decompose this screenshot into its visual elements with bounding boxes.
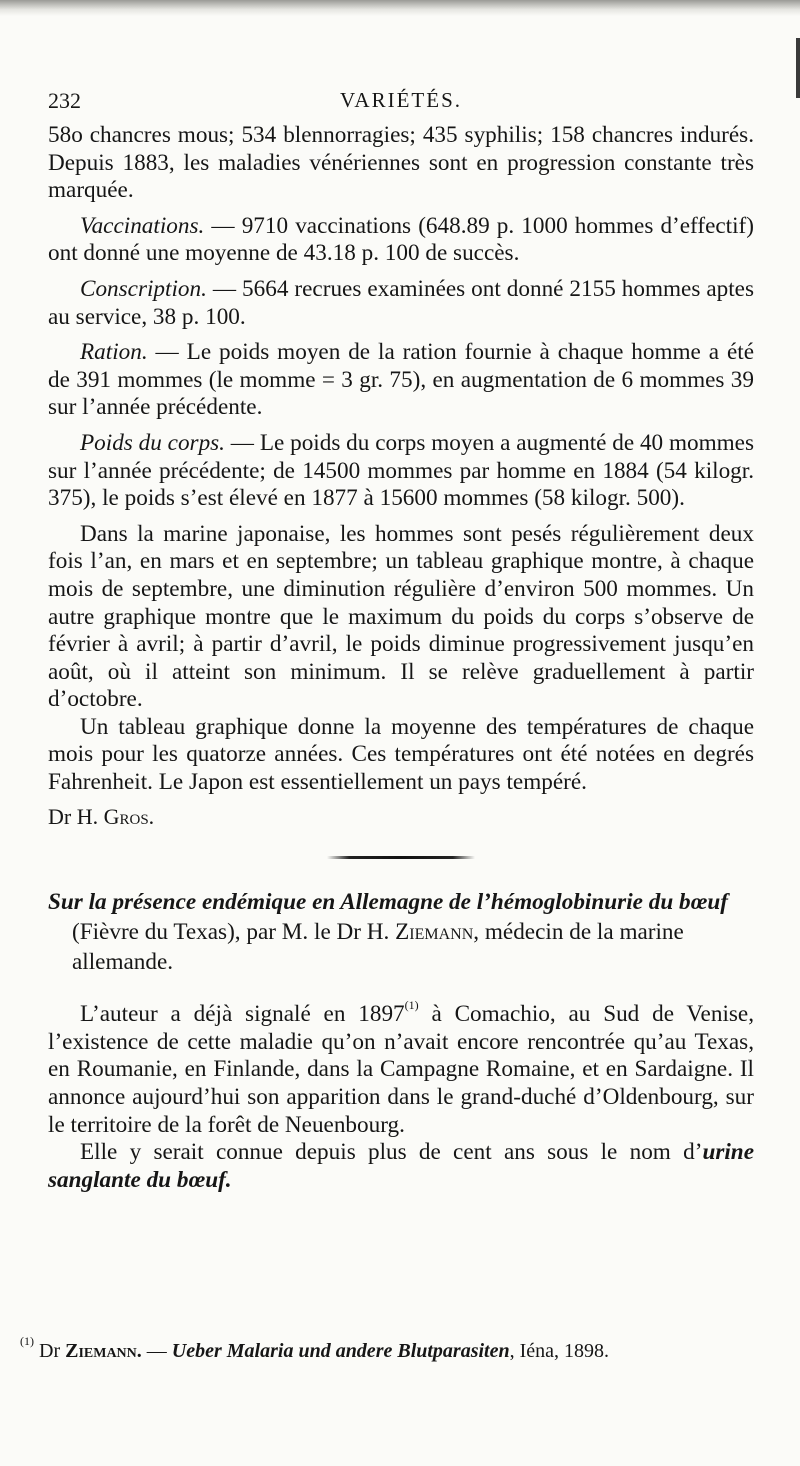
article-p1-b: à Comachio, au Sud de Venise, l’existence de cette maladie qu’on n’avait encore rencontrée qu’au Texas, en Roumanie, en Finlande, dans la Campagne Romaine, et en Sardaigne. Il annonce aujourd’hui son apparition dans le grand-duché d’Oldenbourg, sur le territoire de la forêt de Neuenbourg. bbox=[48, 1001, 754, 1138]
page-number: 232 bbox=[48, 88, 81, 113]
paragraph-body-weight bbox=[48, 430, 754, 513]
text-body-weight: — Le poids du corps moyen a augmenté de 40 mommes sur l’année précédente; de 14500 mommes par homme en 1884 (54 kilogr. 375), le poids s’est élevé en 1877 à 15600 mommes (58 kilogr. 500). bbox=[48, 429, 754, 512]
scan-edge-mark bbox=[796, 38, 800, 98]
footnote-prefix: Dr bbox=[34, 1340, 66, 1362]
signature-name: Gros. bbox=[103, 803, 155, 829]
signature bbox=[48, 803, 714, 831]
section-divider bbox=[327, 856, 475, 859]
paragraph-statistics: 58o chancres mous; 534 blennorragies; 435 syphilis; 158 chancres indurés. Depuis 1883, les maladies vénériennes sont en progression constante très marquée. bbox=[48, 122, 754, 204]
article-title: Sur la présence endémique en Allemagne de l’hémoglobinurie du bœuf bbox=[48, 889, 728, 916]
page-top-edge bbox=[0, 0, 800, 16]
footnote-reference[interactable]: (1) bbox=[404, 998, 419, 1013]
footnote bbox=[20, 1334, 760, 1363]
running-head bbox=[48, 88, 754, 122]
lead-conscription: Conscription. bbox=[80, 275, 207, 302]
article-heading bbox=[48, 887, 754, 977]
footnote-mark: (1) bbox=[20, 1334, 34, 1348]
article-paragraph-1 bbox=[48, 998, 754, 1139]
lead-vaccinations: Vaccinations. bbox=[80, 212, 205, 239]
text-vaccinations: — 9710 vaccinations (648.89 p. 1000 hommes d’effectif) ont donné une moyenne de 43.18 p. 100 de succès. bbox=[48, 212, 754, 267]
footnote-rest: , Iéna, 1898. bbox=[509, 1340, 610, 1362]
article-subtitle bbox=[48, 917, 754, 977]
footnote-author: Ziemann. bbox=[65, 1340, 142, 1362]
article-paragraph-2 bbox=[48, 1139, 754, 1194]
paragraph-temperatures: Un tableau graphique donne la moyenne des températures de chaque mois pour les quatorze années. Ces températures ont été notées en degrés Fahrenheit. Le Japon est essentiellement un pays tempéré. bbox=[48, 713, 754, 796]
article-p2-italic: urine sanglante du bœuf. bbox=[48, 1139, 754, 1193]
paragraph-ration bbox=[48, 339, 754, 422]
paragraph-japanese-navy: Dans la marine japonaise, les hommes sont pesés régulièrement deux fois l’an, en mars et en septembre; un tableau graphique montre, à chaque mois de septembre, une diminution régulière d’environ 500 mommes. Un autre graphique montre que le maximum du poids du corps s’observe de février à avril; à partir d’avril, le poids diminue progressivement jusqu’en août, où il atteint son minimum. Il se relève graduellement à partir d’octobre. bbox=[48, 520, 754, 713]
footnote-title: Ueber Malaria und andere Blutparasiten bbox=[171, 1340, 510, 1362]
text-conscription: — 5664 recrues examinées ont donné 2155 hommes aptes au service, 38 p. 100. bbox=[48, 275, 754, 330]
article-author: Ziemann bbox=[395, 919, 474, 946]
page bbox=[48, 88, 754, 1194]
footnote-dash: — bbox=[141, 1340, 172, 1362]
lead-body-weight: Poids du corps. bbox=[80, 429, 225, 456]
article-p2-a: Elle y serait connue depuis plus de cent ans sous le nom d’ bbox=[80, 1139, 703, 1166]
paragraph-conscription bbox=[48, 276, 754, 331]
running-title: VARIÉTÉS. bbox=[339, 88, 463, 112]
signature-prefix: Dr H. bbox=[48, 803, 104, 829]
article-p1-a: L’auteur a déjà signalé en 1897 bbox=[80, 1001, 405, 1028]
article-subtitle-a: (Fièvre du Texas), par M. le Dr H. bbox=[72, 919, 396, 946]
article-subtitle-b: , médecin de la marine allemande. bbox=[72, 919, 684, 976]
text-ration: — Le poids moyen de la ration fournie à chaque homme a été de 391 mommes (le momme = 3 gr. 75), en augmentation de 6 mommes 39 sur l’année précédente. bbox=[48, 339, 754, 421]
lead-ration: Ration. bbox=[80, 339, 148, 366]
paragraph-vaccinations bbox=[48, 213, 754, 268]
